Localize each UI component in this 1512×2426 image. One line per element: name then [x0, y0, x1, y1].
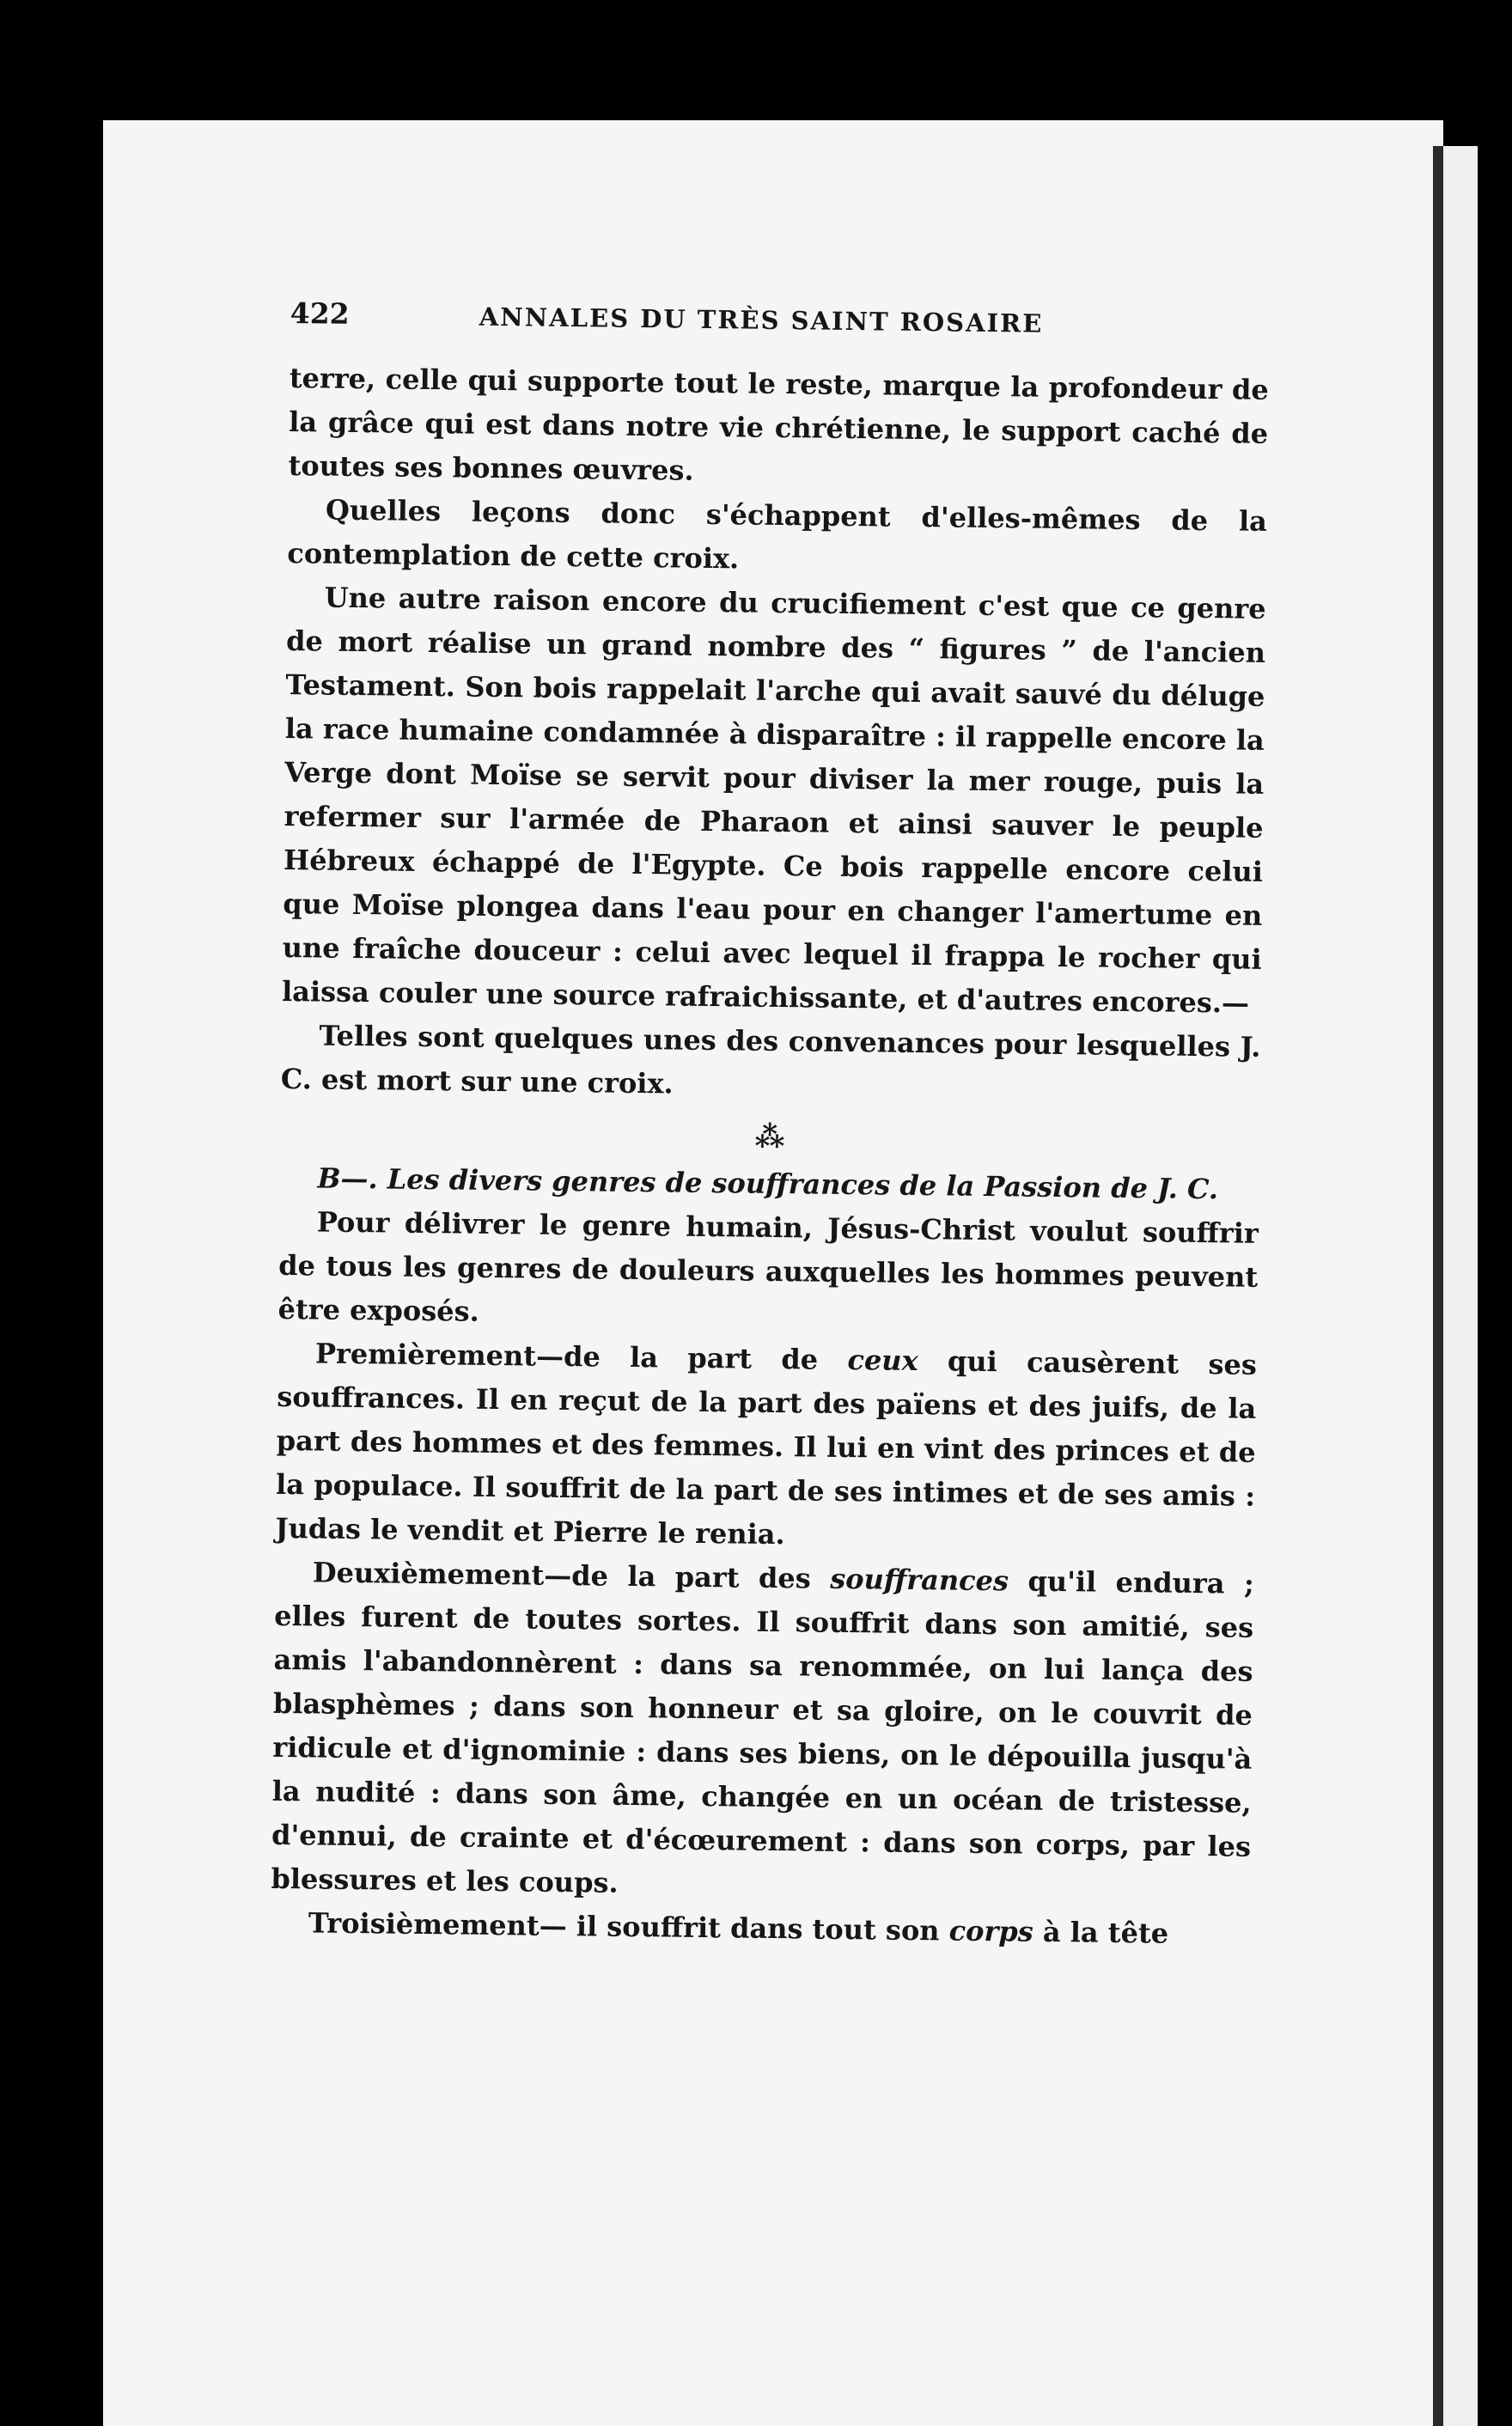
- page-text-block: [271, 296, 1270, 1957]
- paragraph-rest: à la tête: [1033, 1915, 1169, 1950]
- paragraph-deuxiemement: [271, 1551, 1254, 1913]
- adjacent-page-strip: [1443, 146, 1478, 2426]
- page-number: 422: [290, 296, 350, 331]
- emphasis-word: corps: [948, 1914, 1034, 1948]
- paragraph-rest: qui causèrent ses souffrances. Il en reçut de la part des païens et des juifs, de la part des hommes et des femmes. Il lui en vint des princes et de la populace. Il souffrit de la part de ses intimes et de ses amis : Judas le vendit et Pierre le renia.: [275, 1344, 1258, 1551]
- paragraph-3: Une autre raison encore du crucifiement c'est que ce genre de mort réalise un grand nombre des “ figures ” de l'ancien Testament. Son bois rappelait l'arche qui avait sauvé du déluge la race humaine condamnée à disparaître : il rappelle encore la Verge dont Moïse se servit pour diviser la mer rouge, puis la refermer sur l'armée de Pharaon et ainsi sauver le peuple Hébreux échappé de l'Egypte. Ce bois rappelle encore celui que Moïse plongea dans l'eau pour en changer l'amertume en une fraîche douceur : celui avec lequel il frappa le rocher qui laissa couler une source rafraichissante, et d'autres encores.—: [281, 581, 1266, 1020]
- page-edge-shadow: [1433, 146, 1443, 2426]
- section-title: B—. Les divers genres de souffrances de la Passion de J. C.: [317, 1161, 1219, 1206]
- paragraph-lead: Troisièmement— il souffrit dans tout son: [308, 1906, 949, 1948]
- emphasis-word: ceux: [847, 1344, 918, 1378]
- running-head: ANNALES DU TRÈS SAINT ROSAIRE: [479, 302, 1044, 338]
- emphasis-word: souffrances: [829, 1562, 1009, 1598]
- paragraph-2: Quelles leçons donc s'échappent d'elles-mêmes de la contemplation de cette croix.: [287, 493, 1268, 576]
- paragraph-rest: qu'il endura ; elles furent de toutes sortes. Il souffrit dans son amitié, ses amis l'abandonnèrent : dans sa renommée, on lui lança des blasphèmes ; dans son honneur et sa gloire, on le couvrit de ridicule et d'ignominie : dans ses biens, on le dépouilla jusqu'à la nudité : dans son âme, changée en un océan de tristesse, d'ennui, de crainte et d'écœurement : dans son corps, par les blessures et les coups.: [271, 1564, 1255, 1899]
- paragraph-4: Telles sont quelques unes des convenances pour lesquelles J. C. est mort sur une croix.: [280, 1019, 1261, 1100]
- paragraph-lead: Deuxièmement—de la part des: [312, 1556, 831, 1595]
- paragraph-premierement: [275, 1332, 1257, 1563]
- section-separator: ⁂: [754, 1119, 785, 1155]
- paragraph-5: Pour délivrer le genre humain, Jésus-Christ voulut souffrir de tous les genres de douleurs auxquelles les hommes peuvent être exposés.: [277, 1205, 1259, 1328]
- paragraph-1: terre, celle qui supporte tout le reste, marque la profondeur de la grâce qui est dans notre vie chrétienne, le support caché de toutes ses bonnes œuvres.: [288, 361, 1269, 487]
- paragraph-lead: Premièrement—de la part de: [314, 1337, 848, 1377]
